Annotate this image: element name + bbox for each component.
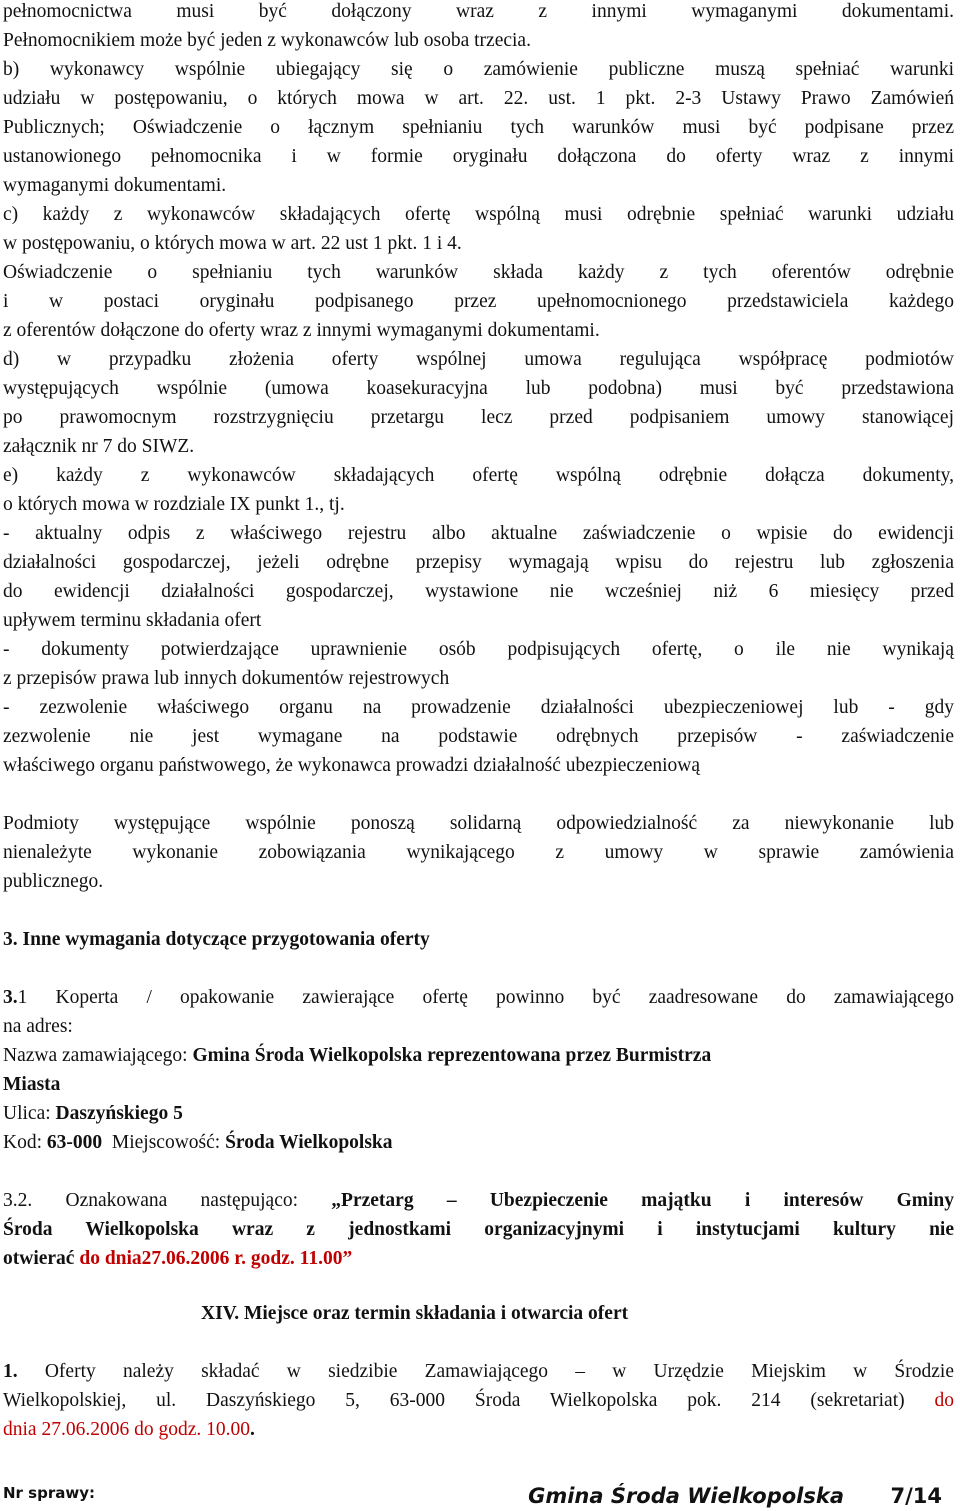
text-line: nienależyte wykonanie zobowiązania wynikającego z umowy w sprawie zamówienia: [3, 842, 954, 863]
item-deadline: do: [934, 1390, 954, 1411]
footer-organization: Gmina Środa Wielkopolska: [528, 1484, 844, 1508]
case-number-label: Nr sprawy:: [3, 1484, 95, 1502]
text-line: i w postaci oryginału podpisanego przez upełnomocnionego przedstawiciela każdego: [3, 291, 954, 312]
text-line: publicznego.: [3, 871, 104, 892]
section-14-1-line-2: [3, 1386, 954, 1415]
address-code-line: [3, 1128, 393, 1157]
text-line: - zezwolenie właściwego organu na prowadzenie działalności ubezpieczeniowej lub - gdy: [3, 697, 954, 718]
text-line: Oświadczenie o spełnianiu tych warunków składa każdy z tych oferentów odrębnie: [3, 262, 954, 283]
section-text: Koperta / opakowanie zawierające ofertę powinno być zaadresowane do zamawiającego: [27, 987, 954, 1008]
text-line: d) w przypadku złożenia oferty wspólnej umowa regulująca współpracę podmiotów: [3, 349, 954, 370]
quote-close: ”: [342, 1248, 353, 1269]
section-3-2-marking-cont: Środa Wielkopolska wraz z jednostkami organizacyjnymi i instytucjami kultury nie: [3, 1219, 954, 1240]
item-deadline-date: dnia 27.06.2006 do godz. 10.00: [3, 1419, 250, 1440]
item-text: Wielkopolskiej, ul. Daszyńskiego 5, 63-000 Środa Wielkopolska pok. 214 (sekretariat): [3, 1390, 935, 1411]
address-name-value-cont: Miasta: [3, 1074, 61, 1095]
section-3-2-marking-end: [3, 1244, 352, 1273]
text-line: Podmioty występujące wspólnie ponoszą solidarną odpowiedzialność za niewykonanie lub: [3, 813, 954, 834]
address-name-label: Nazwa zamawiającego:: [3, 1045, 193, 1066]
section-number-digit: 1: [17, 987, 28, 1008]
page-footer: [3, 1480, 954, 1511]
text-line: występujących wspólnie (umowa koasekuracyjna lub podobna) musi być przedstawiona: [3, 378, 954, 399]
text-line: Pełnomocnikiem może być jeden z wykonawców lub osoba trzecia.: [3, 30, 531, 51]
text-line: - aktualny odpis z właściwego rejestru albo aktualne zaświadczenie o wpisie do ewidencji: [3, 523, 954, 544]
text-line: upływem terminu składania ofert: [3, 610, 262, 631]
section-14-1-line: [3, 1357, 954, 1386]
text-line: ustanowionego pełnomocnika i w formie oryginału dołączona do oferty wraz z innymi: [3, 146, 954, 167]
text-line: - dokumenty potwierdzające uprawnienie osób podpisujących ofertę, o ile nie wynikają: [3, 639, 954, 660]
text-line: e) każdy z wykonawców składających ofertę wspólną odrębnie dołącza dokumenty,: [3, 465, 954, 486]
text-line: wymaganymi dokumentami.: [3, 175, 227, 196]
street-value: Daszyńskiego 5: [55, 1103, 183, 1124]
item-text: Oferty należy składać w siedzibie Zamawiającego – w Urzędzie Miejskim w Środzie: [17, 1361, 954, 1382]
text-line: z przepisów prawa lub innych dokumentów rejestrowych: [3, 668, 450, 689]
item-text-end: .: [249, 1419, 255, 1440]
code-label: Kod:: [3, 1132, 47, 1153]
item-number: 1.: [3, 1361, 18, 1382]
section-3-2-lead: 3.2. Oznakowana następująco:: [3, 1190, 332, 1211]
section-heading-14: XIV. Miejsce oraz termin składania i otwarcia ofert: [201, 1303, 629, 1324]
text-line: b) wykonawcy wspólnie ubiegający się o zamówienie publiczne muszą spełniać warunki: [3, 59, 954, 80]
text-line: na adres:: [3, 1016, 73, 1037]
text-line: do ewidencji działalności gospodarczej, wystawione nie wcześniej niż 6 miesięcy przed: [3, 581, 954, 602]
text-line: udziału w postępowaniu, o których mowa w art. 22. ust. 1 pkt. 2-3 Ustawy Prawo Zamówień: [3, 88, 954, 109]
text-line: po prawomocnym rozstrzygnięciu przetargu lecz przed podpisaniem umowy stanowiącej: [3, 407, 954, 428]
text-line: właściwego organu państwowego, że wykonawca prowadzi działalność ubezpieczeniową: [3, 755, 701, 776]
text-line: działalności gospodarczej, jeżeli odrębne przepisy wymagają wpisu do rejestru lub zgłoszenia: [3, 552, 954, 573]
text-line: o których mowa w rozdziale IX punkt 1., tj.: [3, 494, 345, 515]
text-line: Publicznych; Oświadczenie o łącznym spełnianiu tych warunków musi być podpisane przez: [3, 117, 954, 138]
page-number: 7/14: [890, 1484, 942, 1508]
text-line: z oferentów dołączone do oferty wraz z innymi wymaganymi dokumentami.: [3, 320, 600, 341]
street-label: Ulica:: [3, 1103, 56, 1124]
section-3-2-line: [3, 1186, 954, 1215]
text-line: pełnomocnictwa musi być dołączony wraz z innymi wymaganymi dokumentami.: [3, 1, 954, 22]
address-name-value: Gmina Środa Wielkopolska reprezentowana przez Burmistrza: [192, 1045, 712, 1066]
code-value: 63-000: [46, 1132, 103, 1153]
address-name-line: [3, 1041, 711, 1070]
marking-text: otwierać: [3, 1248, 80, 1269]
section-3-1-line: [3, 983, 954, 1012]
section-heading-3: 3. Inne wymagania dotyczące przygotowania oferty: [3, 929, 430, 950]
section-3-2-marking: „Przetarg – Ubezpieczenie majątku i interesów Gminy: [331, 1190, 954, 1211]
city-label: Miejscowość:: [102, 1132, 226, 1153]
text-line: zezwolenie nie jest wymagane na podstawie odrębnych przepisów - zaświadczenie: [3, 726, 954, 747]
section-number: 3.: [3, 987, 18, 1008]
text-line: załącznik nr 7 do SIWZ.: [3, 436, 195, 457]
text-line: w postępowaniu, o których mowa w art. 22 ust 1 pkt. 1 i 4.: [3, 233, 462, 254]
city-value: Środa Wielkopolska: [225, 1132, 393, 1153]
deadline-date: do dnia27.06.2006 r. godz. 11.00: [79, 1248, 343, 1269]
address-street-line: [3, 1099, 183, 1128]
text-line: c) każdy z wykonawców składających ofertę wspólną musi odrębnie spełniać warunki udziału: [3, 204, 954, 225]
section-14-1-line-3: [3, 1415, 255, 1444]
